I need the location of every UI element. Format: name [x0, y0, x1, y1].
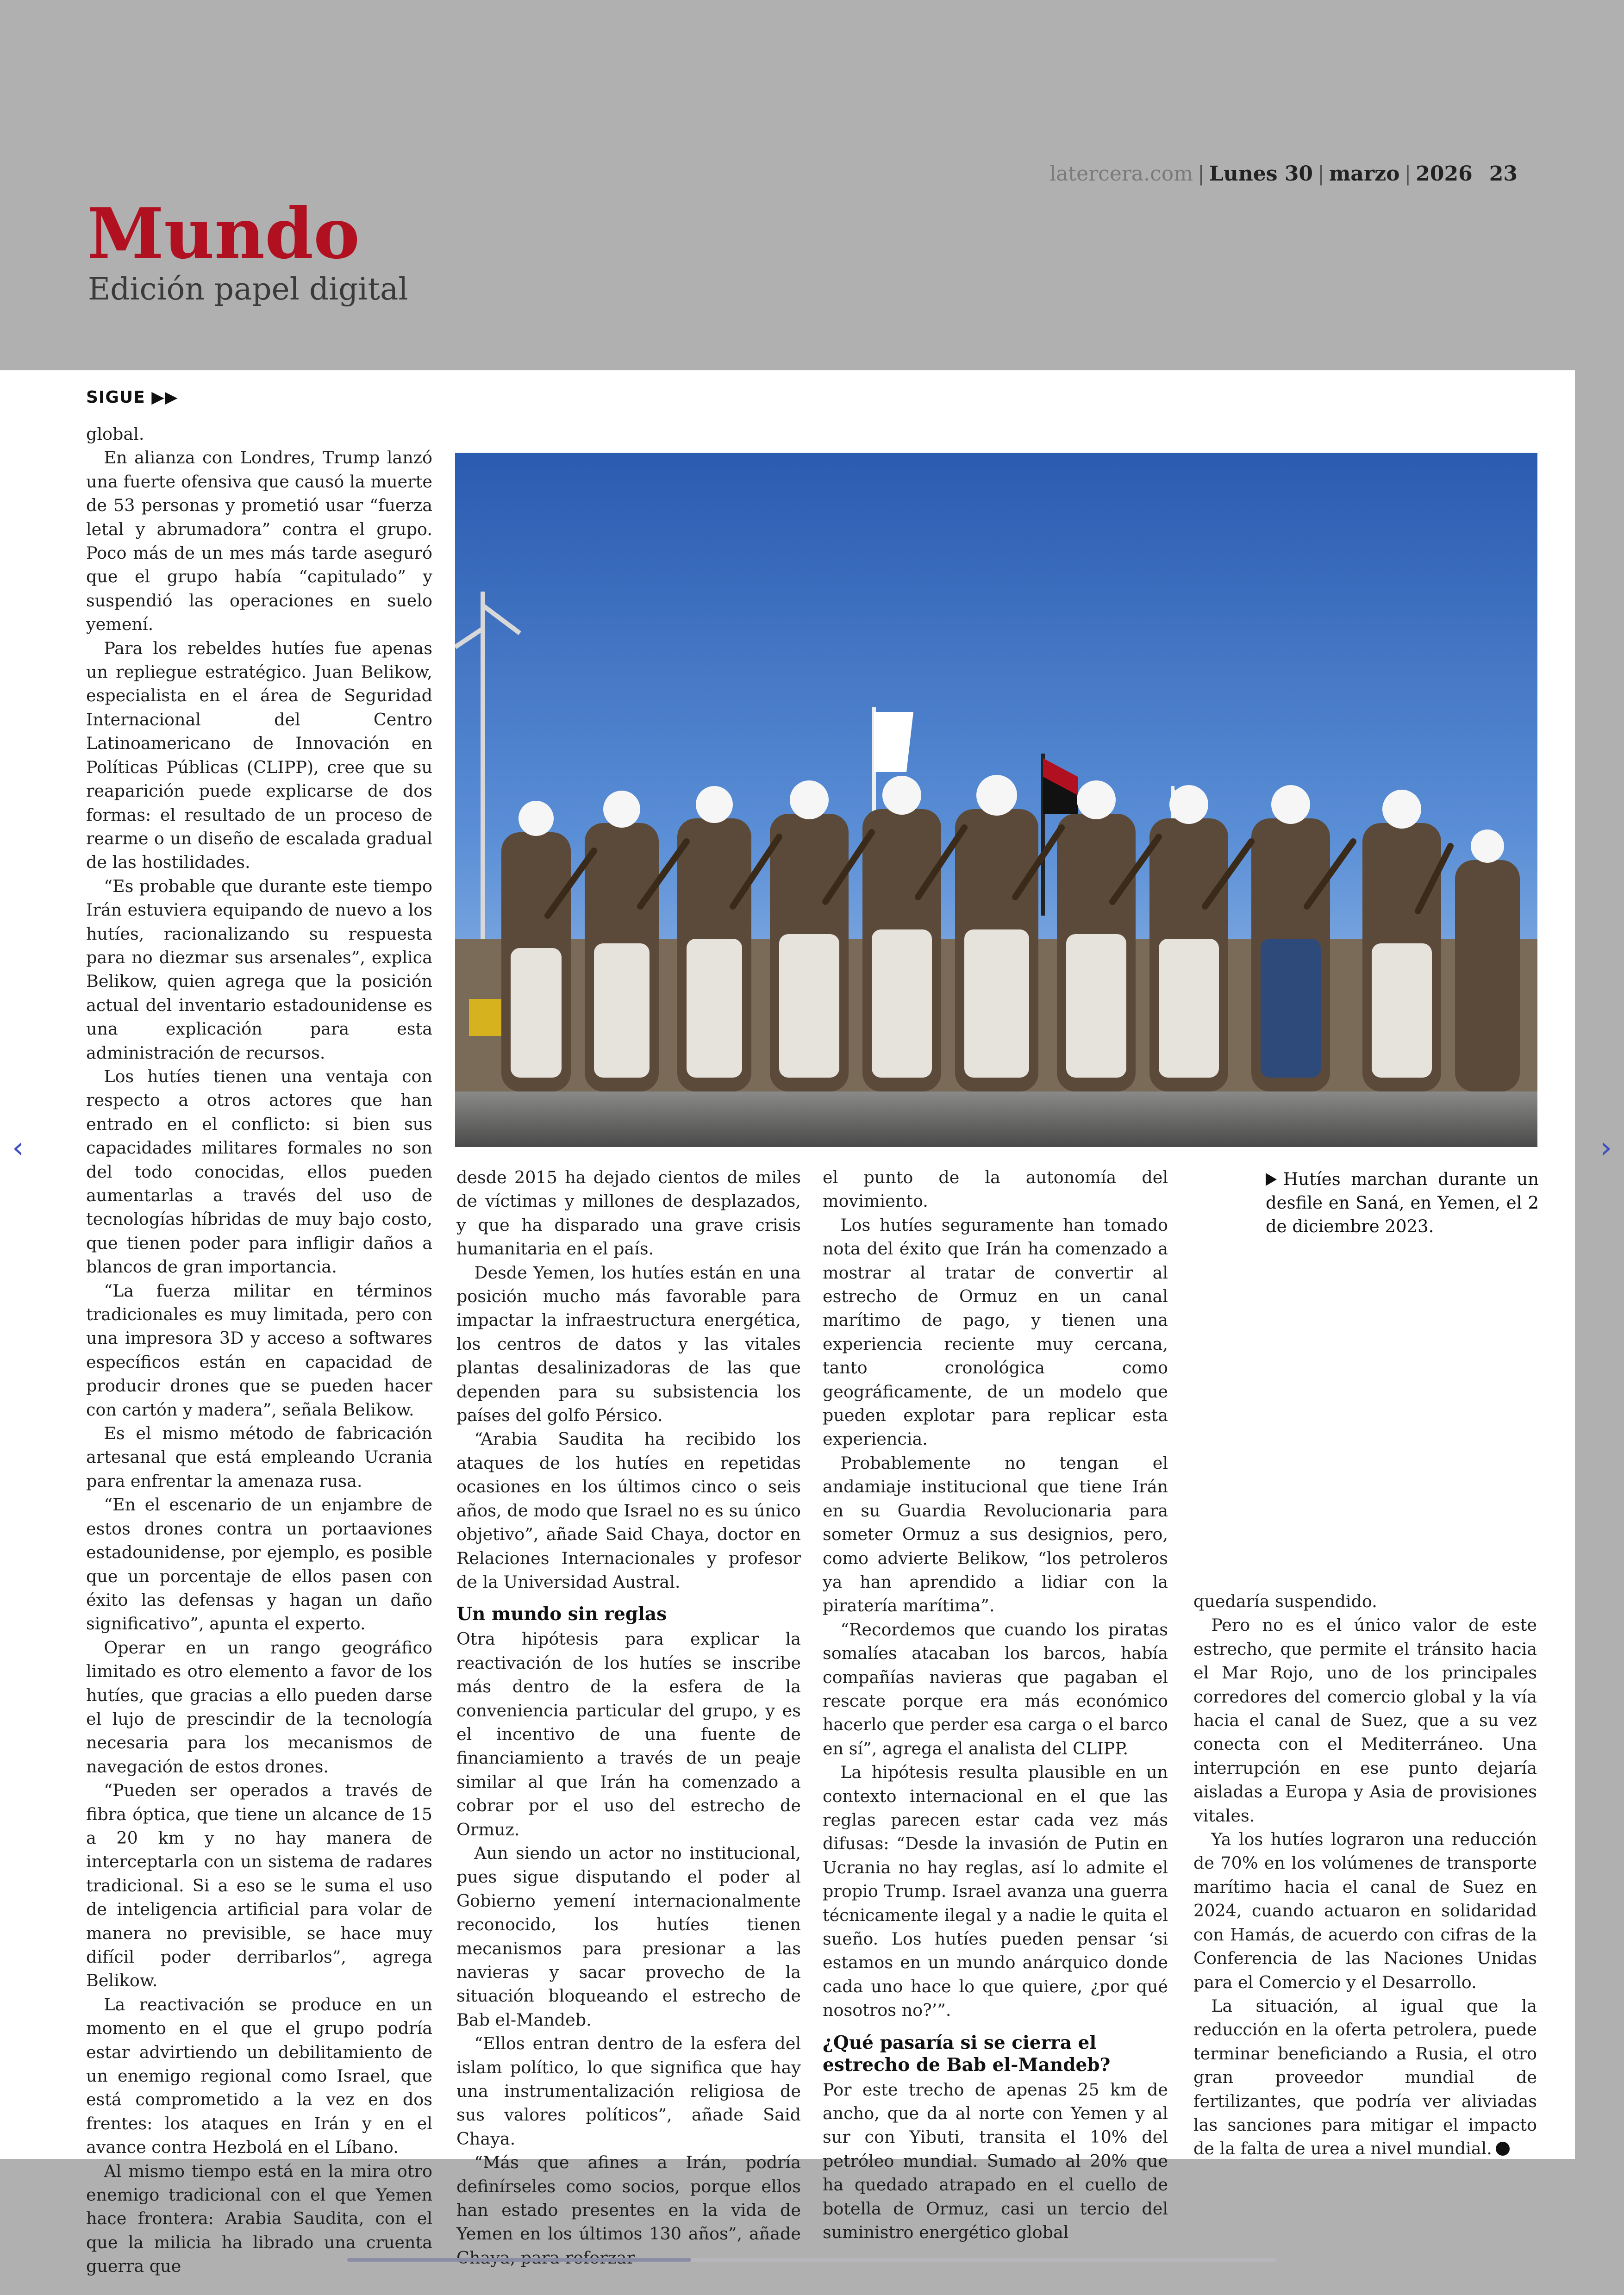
paragraph: el punto de la autonomía del movimiento.: [823, 1167, 1168, 1211]
paragraph: “Arabia Saudita ha recibido los ataques de los hutíes en repetidas ocasiones en los últimos cinco o seis años, de modo que Israel no es su único objetivo”, añade Said Chaya, doctor en Relaciones Internacionales y profesor de la Universidad Austral.: [456, 1429, 801, 1592]
next-page-button[interactable]: ›: [1600, 1131, 1612, 1165]
end-of-article-icon: [1496, 2142, 1510, 2156]
subheading: Un mundo sin reglas: [456, 1603, 667, 1625]
paragraph: “Recordemos que cuando los piratas somalíes atacaban los barcos, había compañías navieras que pagaban el rescate porque era más económico hacerlo que perder esa carga o el barco en sí”, agrega el analista del CLIPP.: [823, 1619, 1168, 1759]
page-number: 23: [1489, 162, 1518, 186]
paragraph: “Ellos entran dentro de la esfera del islam político, lo que significa que hay una instrumentalización religiosa de sus valores políticos”, añade Said Chaya.: [456, 2033, 801, 2149]
paragraph: “La fuerza militar en términos tradicionales es muy limitada, pero con una impresora 3D y acceso a softwares específicos están en capacidad de producir drones que se pueden hacer con cartón y madera”, señala Belikow.: [86, 1280, 432, 1420]
section-title: Mundo: [87, 193, 360, 274]
article-column-4: [1193, 1590, 1537, 2161]
site-name: latercera.com: [1049, 162, 1193, 186]
masthead: [0, 0, 1624, 370]
paragraph: Es el mismo método de fabricación artesanal que está empleando Ucrania para enfrentar la amenaza rusa.: [86, 1423, 432, 1491]
paragraph: Ya los hutíes lograron una reducción de 70% en los volúmenes de transporte marítimo hacia el canal de Suez en 2024, cuando actuaron en solidaridad con Hamás, de acuerdo con cifras de la Conferencia de las Naciones Unidas para el Comercio y el Desarrollo.: [1193, 1829, 1537, 1992]
paragraph: Para los rebeldes hutíes fue apenas un repliegue estratégico. Juan Belikow, especialista en el área de Seguridad Internacional del Centro Latinoamericano de Innovación en Políticas Públicas (CLIPP), cree que su reaparición puede explicarse de dos formas: el resultado de un proceso de rearme o un diseño de escalada gradual de las hostilidades.: [86, 638, 432, 873]
paragraph: Aun siendo un actor no institucional, pues sigue disputando el poder al Gobierno yemení internacionalmente reconocido, los hutíes tienen mecanismos para presionar a las navieras y sacar provecho de la situación bloqueando el estrecho de Bab el-Mandeb.: [456, 1843, 801, 2030]
reading-progress-fill: [347, 2258, 691, 2262]
continue-label: SIGUE ▶▶: [86, 388, 178, 407]
paragraph: quedaría suspendido.: [1193, 1591, 1377, 1611]
caption-text: Hutíes marchan durante un desfile en Saná, en Yemen, el 2 de diciembre 2023.: [1266, 1169, 1539, 1236]
paragraph: global.: [86, 424, 144, 444]
paragraph: Probablemente no tengan el andamiaje institucional que tiene Irán en su Guardia Revolucionaria para someter Ormuz a sus designios, pero, como advierte Belikow, “los petroleros ya han aprendido a lidiar con la piratería marítima”.: [823, 1453, 1168, 1616]
paragraph: Pero no es el único valor de este estrecho, que permite el tránsito hacia el Mar Rojo, uno de los principales corredores del comercio global y la vía hacia el canal de Suez, que a su vez conecta con el Mediterráneo. Una interrupción en ese punto dejaría aisladas a Europa y Asia de provisiones vitales.: [1193, 1615, 1537, 1826]
paragraph: “Es probable que durante este tiempo Irán estuviera equipando de nuevo a los hutíes, racionalizando su respuesta para no diezmar sus arsenales”, explica Belikow, quien agrega que la posición actual del inventario estadounidense es una explicación para esta administración de recursos.: [86, 876, 432, 1063]
previous-page-button[interactable]: ‹: [12, 1131, 24, 1165]
paragraph-text: La situación, al igual que la reducción en la oferta petrolera, puede terminar beneficiando a Rusia, el otro gran proveedor mundial de fertilizantes, que podría ver aliviadas las sanciones para mitigar el impacto de la falta de urea a nivel mundial.: [1193, 1996, 1537, 2159]
paragraph: “En el escenario de un enjambre de estos drones contra un portaaviones estadounidense, por ejemplo, es posible que un porcentaje de ellos pasen con éxito las defensas y hagan un daño significativo”, apunta el experto.: [86, 1495, 432, 1634]
date-year: 2026: [1416, 162, 1473, 186]
subheading: ¿Qué pasaría si se cierra el estrecho de Bab el-Mandeb?: [823, 2032, 1111, 2076]
date-day: Lunes 30: [1209, 162, 1313, 186]
parade-photo: [455, 453, 1537, 1147]
paragraph: La hipótesis resulta plausible en un contexto internacional en el que las reglas parecen estar cada vez más difusas: “Desde la invasión de Putin en Ucrania no hay reglas, así lo admite el propio Trump. Israel avanza una guerra técnicamente ilegal y a nadie le quita el sueño. Los hutíes pueden pensar ‘si estamos en un mundo anárquico donde cada uno hace lo que quiere, ¿por qué nosotros no?’”.: [823, 1762, 1168, 2021]
article-column-2: [456, 1166, 801, 2270]
paragraph: desde 2015 ha dejado cientos de miles de víctimas y millones de desplazados, y que ha disparado una grave crisis humanitaria en el país.: [456, 1167, 801, 1259]
paragraph: Desde Yemen, los hutíes están en una posición mucho más favorable para impactar la infraestructura energética, los centros de datos y las vitales plantas desalinizadoras de las que dependen para su subsistencia los países del golfo Pérsico.: [456, 1262, 801, 1426]
photo-caption: [1266, 1167, 1539, 1238]
paragraph: Operar en un rango geográfico limitado es otro elemento a favor de los hutíes, que gracias a ello pueden darse el lujo de prescindir de la tecnología necesaria para los mecanismos de navegación de estos drones.: [86, 1637, 432, 1777]
paragraph: “Más que afines a Irán, podría definírseles como socios, porque ellos han estado presentes en la vida de Yemen en los últimos 130 años”, añade: [456, 2152, 801, 2244]
date-month: marzo: [1329, 162, 1400, 186]
paragraph: Los hutíes tienen una ventaja con respecto a otros actores que han entrado en el conflicto: si bien sus capacidades militares formales no son del todo conocidas, ellos pueden aumentarlas a través del uso de tecnologías híbridas de muy bajo costo, que tienen poder para infligir daños a blancos de gran importancia.: [86, 1066, 432, 1277]
paragraph: [1193, 1994, 1537, 2161]
article-photo: [455, 453, 1537, 1147]
article-column-1: [86, 422, 432, 2278]
paragraph: Otra hipótesis para explicar la reactivación de los hutíes se inscribe más dentro de la esfera de la conveniencia particular del grupo, y es el incentivo de una fuente de financiamiento a través de un peaje similar al que Irán ha comenzado a cobrar por el uso del estrecho de Ormuz.: [456, 1629, 801, 1840]
caption-arrow-icon: [1266, 1173, 1277, 1186]
paragraph: Por este trecho de apenas 25 km de ancho, que da al norte con Yemen y al sur con Yibuti, transita el 10% del petróleo mundial. Sumado al 20% que ha quedado atrapado en el cuello de botella de Ormuz, casi un tercio del suministro energético global: [823, 2079, 1168, 2243]
reading-progress-bar[interactable]: [347, 2258, 1277, 2262]
paragraph: En alianza con Londres, Trump lanzó una fuerte ofensiva que causó la muerte de 53 personas y prometió usar “fuerza letal y abrumadora” contra el grupo. Poco más de un mes más tarde aseguró que el grupo había “capitulado” y suspendió las operaciones en suelo yemení.: [86, 448, 432, 635]
road: [455, 1091, 1537, 1147]
paragraph: Los hutíes seguramente han tomado nota del éxito que Irán ha comenzado a mostrar al tratar de convertir al estrecho de Ormuz en un canal marítimo de pago, y tienen una experiencia reciente muy cercana, tanto cronológica como geográficamente, de un modelo que pueden explotar para replicar esta experiencia.: [823, 1215, 1168, 1449]
paragraph: Al mismo tiempo está en la mira otro enemigo tradicional con el que Yemen hace frontera: Arabia Saudita, con el que la milicia ha librado una cruenta guerra que: [86, 2161, 432, 2276]
section-subtitle: Edición papel digital: [88, 271, 408, 307]
paragraph: “Pueden ser operados a través de fibra óptica, que tiene un alcance de 15 a 20 km y no hay manera de interceptarla con un sistema de radares tradicional. Si a eso se le suma el uso de inteligencia artificial para volar de manera no previsible, se hace muy difícil poder derribarlos”, agrega Belikow.: [86, 1780, 432, 1991]
article-page: [0, 370, 1575, 2276]
paragraph: La reactivación se produce en un momento en el que el grupo podría estar advirtiendo un debilitamiento de un enemigo regional como Israel, que está comprometido a la vez en dos frentes: los ataques en Irán y en el avance contra Hezbolá en el Líbano.: [86, 1994, 432, 2158]
article-column-3: [823, 1166, 1168, 2244]
dateline: latercera.com | Lunes 30 | marzo | 2026 23: [1049, 162, 1518, 186]
